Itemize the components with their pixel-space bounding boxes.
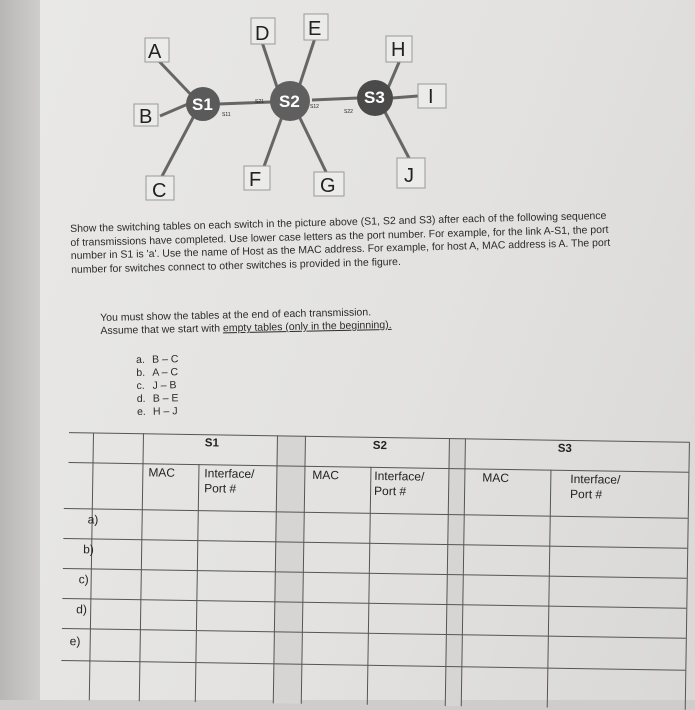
sequence-item xyxy=(136,353,178,367)
sequence-item xyxy=(136,366,178,380)
sequence-pair: J – B xyxy=(152,379,177,392)
note-line-2-prefix: Assume that we start with xyxy=(100,322,224,337)
switching-tables xyxy=(61,432,695,710)
sequence-letter: b. xyxy=(136,366,146,379)
sequence-letter: c. xyxy=(136,379,145,392)
host-e-label: E xyxy=(308,18,322,40)
row-label-b: b) xyxy=(83,542,94,557)
sequence-item xyxy=(136,379,178,393)
sequence-pair: B – E xyxy=(152,392,179,405)
table-rule xyxy=(63,568,687,579)
link-s2-s3 xyxy=(312,98,358,100)
table-rule xyxy=(63,538,687,549)
sequence-letter: a. xyxy=(136,353,145,366)
host-h-label: H xyxy=(391,39,406,61)
port-label-s12: S12 xyxy=(310,104,319,110)
sequence-pair: H – J xyxy=(152,405,178,418)
host-g-label: G xyxy=(320,175,336,197)
sequence-pair: B – C xyxy=(151,353,179,366)
network-diagram xyxy=(0,0,695,215)
table-rule xyxy=(61,660,685,671)
port-label-s11: S11 xyxy=(222,112,231,118)
port-label-s22: S22 xyxy=(344,109,353,115)
host-b-label: B xyxy=(139,106,153,128)
transmission-sequence xyxy=(136,353,179,419)
table-rule xyxy=(195,464,200,702)
row-label-d: d) xyxy=(76,602,87,617)
link-b-s1 xyxy=(160,104,188,116)
s1-mac-header: MAC xyxy=(148,465,176,480)
s1-port-header: Port # xyxy=(204,481,237,496)
row-label-a: a) xyxy=(87,512,99,527)
link-f-s2 xyxy=(262,114,283,172)
table-rule xyxy=(685,442,690,710)
link-i-s3 xyxy=(392,96,418,98)
problem-statement: Show the switching tables on each switch in the picture above (S1, S2 and S3) after each of the following sequence of transmissions have completed. Use lower case letters as the port number. For example, for the link A-S1, the port number in S1 is 'a'. Use the name of Host as the MAC address. For example, for host A, MAC address is A. The port number for switches connect to other switches is provided in the figure. xyxy=(70,209,611,276)
switch-s2-label: S2 xyxy=(279,92,300,111)
link-d-s2 xyxy=(262,42,278,90)
row-label-c: c) xyxy=(78,572,89,587)
host-i-label: I xyxy=(428,86,434,108)
switch-s1-label: S1 xyxy=(192,95,213,114)
s3-interface-header: Interface/ xyxy=(570,471,621,487)
link-j-s3 xyxy=(385,112,410,160)
sequence-pair: A – C xyxy=(152,366,179,379)
host-d-label: D xyxy=(255,23,270,45)
s2-table-header: S2 xyxy=(372,439,387,453)
sequence-letter: e. xyxy=(136,405,146,418)
sequence-item xyxy=(137,392,179,406)
table-rule xyxy=(62,598,686,609)
s3-port-header: Port # xyxy=(569,486,603,502)
table-rule xyxy=(547,470,552,708)
sequence-item xyxy=(137,405,179,419)
host-a-label: A xyxy=(148,41,162,63)
sequence-letter: d. xyxy=(136,392,146,405)
link-g-s2 xyxy=(298,114,328,176)
host-j-label: J xyxy=(404,165,414,187)
s1-table-header: S1 xyxy=(204,437,220,450)
note-line-1: You must show the tables at the end of each transmission. xyxy=(100,306,372,324)
switch-s3-label: S3 xyxy=(364,88,385,107)
table-rule xyxy=(62,628,686,639)
s2-interface-header: Interface/ xyxy=(374,468,425,484)
row-label-e: e) xyxy=(69,634,81,649)
table-rule xyxy=(64,508,688,519)
s1-interface-header: Interface/ xyxy=(204,466,255,481)
s2-port-header: Port # xyxy=(374,483,407,499)
s3-mac-header: MAC xyxy=(482,470,510,485)
s2-mac-header: MAC xyxy=(312,467,340,483)
link-h-s3 xyxy=(388,60,400,88)
port-label-s21: S21 xyxy=(255,99,264,105)
s3-table-header: S3 xyxy=(557,442,572,455)
host-c-label: C xyxy=(152,180,167,202)
host-f-label: F xyxy=(249,169,262,191)
note-line-2-underlined: empty tables (only in the beginning). xyxy=(222,318,392,335)
link-c-s1 xyxy=(160,114,195,180)
table-rule xyxy=(367,467,372,705)
link-e-s2 xyxy=(298,38,315,90)
